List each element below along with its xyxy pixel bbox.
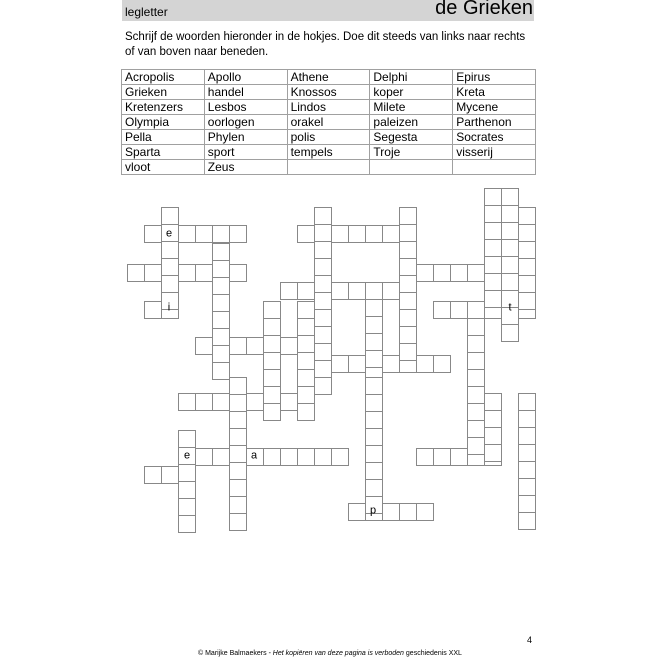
word-cell: koper (370, 85, 453, 100)
crossword-cell[interactable] (229, 394, 247, 412)
given-letter: p (369, 504, 377, 517)
crossword-cell[interactable] (518, 207, 536, 225)
crossword-cell[interactable] (178, 225, 196, 243)
crossword-cell[interactable] (229, 513, 247, 531)
crossword-cell[interactable] (365, 428, 383, 446)
crossword-cell[interactable] (280, 393, 298, 411)
crossword-cell[interactable] (229, 411, 247, 429)
crossword-cell[interactable] (484, 444, 502, 462)
crossword-cell[interactable] (297, 369, 315, 387)
word-cell: Knossos (287, 85, 370, 100)
crossword-cell[interactable] (399, 309, 417, 327)
crossword-cell[interactable] (178, 481, 196, 499)
word-cell: Apollo (204, 70, 287, 85)
crossword-cell[interactable] (178, 393, 196, 411)
crossword-cell[interactable] (127, 264, 145, 282)
crossword-cell[interactable] (365, 316, 383, 334)
crossword-cell[interactable] (144, 466, 162, 484)
crossword-cell[interactable] (280, 282, 298, 300)
crossword-cell[interactable] (246, 393, 264, 411)
crossword-cell[interactable] (263, 318, 281, 336)
crossword-cell[interactable] (348, 503, 366, 521)
word-cell: Kretenzers (122, 100, 205, 115)
crossword-cell[interactable] (229, 264, 247, 282)
word-cell: Grieken (122, 85, 205, 100)
series-name: geschiedenis XXL (405, 650, 462, 657)
crossword-cell[interactable] (229, 377, 247, 395)
word-cell: Phylen (204, 130, 287, 145)
crossword-cell[interactable] (450, 264, 468, 282)
crossword-cell[interactable] (212, 277, 230, 295)
crossword-cell[interactable] (501, 239, 519, 257)
copyright-text: © Marijke Balmaekers (198, 650, 267, 657)
crossword-cell[interactable] (263, 301, 281, 319)
crossword-cell[interactable] (297, 301, 315, 319)
crossword-cell[interactable] (314, 343, 332, 361)
crossword-cell[interactable] (467, 301, 485, 319)
crossword-cell[interactable] (467, 264, 485, 282)
crossword-cell[interactable] (467, 386, 485, 404)
crossword-cell[interactable] (518, 275, 536, 293)
word-cell: Troje (370, 145, 453, 160)
crossword-cell[interactable] (399, 258, 417, 276)
crossword-cell[interactable] (467, 352, 485, 370)
crossword-cell[interactable] (161, 466, 179, 484)
word-cell: Segesta (370, 130, 453, 145)
crossword-cell[interactable] (467, 318, 485, 336)
word-cell: visserij (453, 145, 536, 160)
crossword-cell[interactable] (467, 369, 485, 387)
crossword-cell[interactable] (399, 343, 417, 361)
word-cell: Zeus (204, 160, 287, 175)
crossword-cell[interactable] (212, 243, 230, 261)
given-letter: e (183, 449, 191, 462)
crossword-cell[interactable] (518, 258, 536, 276)
crossword-cell[interactable] (212, 260, 230, 278)
crossword-cell[interactable] (314, 292, 332, 310)
crossword-cell[interactable] (467, 335, 485, 353)
crossword-cell[interactable] (263, 386, 281, 404)
crossword-cell[interactable] (501, 324, 519, 342)
crossword-cell[interactable] (382, 503, 400, 521)
word-cell: Athene (287, 70, 370, 85)
word-cell: Parthenon (453, 115, 536, 130)
crossword-cell[interactable] (297, 335, 315, 353)
crossword-cell[interactable] (365, 333, 383, 351)
crossword-cell[interactable] (314, 207, 332, 225)
crossword-cell[interactable] (382, 355, 400, 373)
crossword-cell[interactable] (348, 282, 366, 300)
crossword-cell[interactable] (229, 445, 247, 463)
crossword-cell[interactable] (297, 448, 315, 466)
word-cell: handel (204, 85, 287, 100)
crossword-cell[interactable] (229, 496, 247, 514)
crossword-cell[interactable] (365, 299, 383, 317)
crossword-cell[interactable] (484, 222, 502, 240)
given-letter: a (250, 449, 258, 462)
crossword-cell[interactable] (484, 188, 502, 206)
crossword-cell[interactable] (484, 393, 502, 411)
crossword-cell[interactable] (467, 420, 485, 438)
word-cell: tempels (287, 145, 370, 160)
crossword-cell[interactable] (416, 448, 434, 466)
crossword-cell[interactable] (399, 503, 417, 521)
word-cell: Mycene (453, 100, 536, 115)
crossword-cell[interactable] (161, 241, 179, 259)
word-cell: Kreta (453, 85, 536, 100)
crossword-cell[interactable] (144, 301, 162, 319)
crossword-cell[interactable] (518, 512, 536, 530)
crossword-cell[interactable] (365, 462, 383, 480)
word-cell: Lesbos (204, 100, 287, 115)
crossword-cell[interactable] (195, 448, 213, 466)
word-cell: Delphi (370, 70, 453, 85)
crossword-cell[interactable] (518, 393, 536, 411)
crossword-cell[interactable] (297, 282, 315, 300)
word-cell: Socrates (453, 130, 536, 145)
crossword-cell[interactable] (314, 448, 332, 466)
crossword-cell[interactable] (144, 225, 162, 243)
word-cell: Olympia (122, 115, 205, 130)
crossword-cell[interactable] (518, 495, 536, 513)
crossword-cell[interactable] (484, 273, 502, 291)
crossword-cell[interactable] (484, 290, 502, 308)
crossword-cell[interactable] (195, 225, 213, 243)
crossword-cell[interactable] (484, 239, 502, 257)
crossword-cell[interactable] (331, 355, 349, 373)
crossword-cell[interactable] (212, 362, 230, 380)
crossword-cell[interactable] (365, 282, 383, 300)
crossword-cell[interactable] (518, 224, 536, 242)
crossword-cell[interactable] (314, 360, 332, 378)
crossword-cell[interactable] (263, 448, 281, 466)
given-letter: e (165, 227, 173, 240)
crossword-cell[interactable] (229, 225, 247, 243)
word-cell: Lindos (287, 100, 370, 115)
crossword-cell[interactable] (484, 256, 502, 274)
word-cell: sport (204, 145, 287, 160)
crossword-cell[interactable] (178, 264, 196, 282)
word-cell: Sparta (122, 145, 205, 160)
crossword-cell[interactable] (178, 515, 196, 533)
crossword-cell[interactable] (433, 301, 451, 319)
crossword-cell[interactable] (365, 411, 383, 429)
word-cell: orakel (287, 115, 370, 130)
crossword-cell[interactable] (399, 207, 417, 225)
crossword-cell[interactable] (416, 503, 434, 521)
crossword-cell[interactable] (314, 224, 332, 242)
crossword-cell[interactable] (365, 377, 383, 395)
crossword-cell[interactable] (314, 309, 332, 327)
word-cell: Acropolis (122, 70, 205, 85)
page-number: 4 (527, 635, 533, 645)
crossword-cell[interactable] (195, 393, 213, 411)
crossword-cell[interactable] (229, 479, 247, 497)
crossword-cell[interactable] (161, 275, 179, 293)
crossword-cell[interactable] (161, 207, 179, 225)
crossword-cell[interactable] (212, 225, 230, 243)
crossword-cell[interactable] (450, 301, 468, 319)
crossword-cell[interactable] (399, 241, 417, 259)
crossword-cell[interactable] (484, 205, 502, 223)
crossword-cell[interactable] (365, 225, 383, 243)
crossword-cell[interactable] (518, 478, 536, 496)
crossword-cell[interactable] (501, 256, 519, 274)
crossword-cell[interactable] (229, 428, 247, 446)
crossword-cell[interactable] (280, 448, 298, 466)
crossword-cell[interactable] (501, 188, 519, 206)
crossword-cell[interactable] (518, 241, 536, 259)
crossword-cell[interactable] (518, 427, 536, 445)
crossword-cell[interactable] (518, 292, 536, 310)
crossword-cell[interactable] (178, 498, 196, 516)
crossword-cell[interactable] (229, 337, 247, 355)
crossword-cell[interactable] (161, 258, 179, 276)
crossword-cell[interactable] (263, 352, 281, 370)
crossword-cell[interactable] (501, 273, 519, 291)
crossword-cell[interactable] (263, 369, 281, 387)
footer-credits (198, 650, 462, 657)
crossword-cell[interactable] (416, 264, 434, 282)
crossword-cell[interactable] (467, 403, 485, 421)
crossword-cell[interactable] (246, 337, 264, 355)
crossword-cell[interactable] (297, 403, 315, 421)
crossword-cell[interactable] (484, 410, 502, 428)
given-letter: i (167, 301, 171, 314)
crossword-cell[interactable] (314, 241, 332, 259)
word-cell: paleizen (370, 115, 453, 130)
crossword-cell[interactable] (365, 394, 383, 412)
crossword-cell[interactable] (195, 337, 213, 355)
crossword-cell[interactable] (297, 352, 315, 370)
crossword-cell[interactable] (212, 311, 230, 329)
crossword-cell[interactable] (433, 448, 451, 466)
crossword-cell[interactable] (297, 386, 315, 404)
given-letter: t (508, 301, 512, 314)
crossword-cell[interactable] (501, 205, 519, 223)
crossword-cell[interactable] (297, 225, 315, 243)
crossword-cell[interactable] (416, 355, 434, 373)
crossword-cell[interactable] (263, 403, 281, 421)
word-cell: Epirus (453, 70, 536, 85)
worksheet-title: de Grieken (435, 0, 533, 19)
crossword-cell[interactable] (314, 377, 332, 395)
word-cell: Milete (370, 100, 453, 115)
crossword-cell[interactable] (484, 427, 502, 445)
crossword-cell[interactable] (365, 350, 383, 368)
crossword-cell[interactable] (331, 282, 349, 300)
crossword-cell[interactable] (382, 225, 400, 243)
copy-notice: - Het kopiëren van deze pagina is verboden (268, 650, 404, 657)
crossword-cell[interactable] (433, 264, 451, 282)
crossword-cell[interactable] (348, 355, 366, 373)
crossword-cell[interactable] (263, 335, 281, 353)
crossword-cell[interactable] (518, 461, 536, 479)
crossword-cell[interactable] (229, 462, 247, 480)
word-cell: polis (287, 130, 370, 145)
crossword-cell[interactable] (212, 328, 230, 346)
crossword-cell[interactable] (399, 275, 417, 293)
crossword-cell[interactable] (450, 448, 468, 466)
crossword-cell[interactable] (314, 275, 332, 293)
crossword-cell[interactable] (399, 292, 417, 310)
crossword-cell[interactable] (178, 430, 196, 448)
crossword-cell[interactable] (212, 294, 230, 312)
instructions-text: Schrijf de woorden hieronder in de hokjes. Doe dit steeds van links naar rechts of van boven naar beneden. (125, 31, 526, 58)
word-cell: Pella (122, 130, 205, 145)
crossword-cell[interactable] (297, 318, 315, 336)
crossword-cell[interactable] (331, 225, 349, 243)
word-cell: vloot (122, 160, 205, 175)
crossword-cell[interactable] (314, 326, 332, 344)
crossword-cell[interactable] (212, 393, 230, 411)
crossword-cell[interactable] (365, 479, 383, 497)
crossword-cell[interactable] (331, 448, 349, 466)
crossword-cell[interactable] (501, 222, 519, 240)
crossword-cell[interactable] (382, 282, 400, 300)
crossword-cell[interactable] (399, 326, 417, 344)
crossword-cell[interactable] (467, 437, 485, 455)
word-cell: oorlogen (204, 115, 287, 130)
crossword-cell[interactable] (314, 258, 332, 276)
crossword-cell[interactable] (195, 264, 213, 282)
crossword-cell[interactable] (212, 345, 230, 363)
crossword-cell[interactable] (433, 355, 451, 373)
crossword-cell[interactable] (178, 464, 196, 482)
crossword-cell[interactable] (518, 410, 536, 428)
crossword-cell[interactable] (212, 448, 230, 466)
crossword-cell[interactable] (280, 337, 298, 355)
crossword-cell[interactable] (365, 445, 383, 463)
crossword-cell[interactable] (348, 225, 366, 243)
crossword-cell[interactable] (518, 444, 536, 462)
crossword-cell[interactable] (399, 224, 417, 242)
document-type-label: legletter (125, 5, 168, 19)
crossword-cell[interactable] (144, 264, 162, 282)
